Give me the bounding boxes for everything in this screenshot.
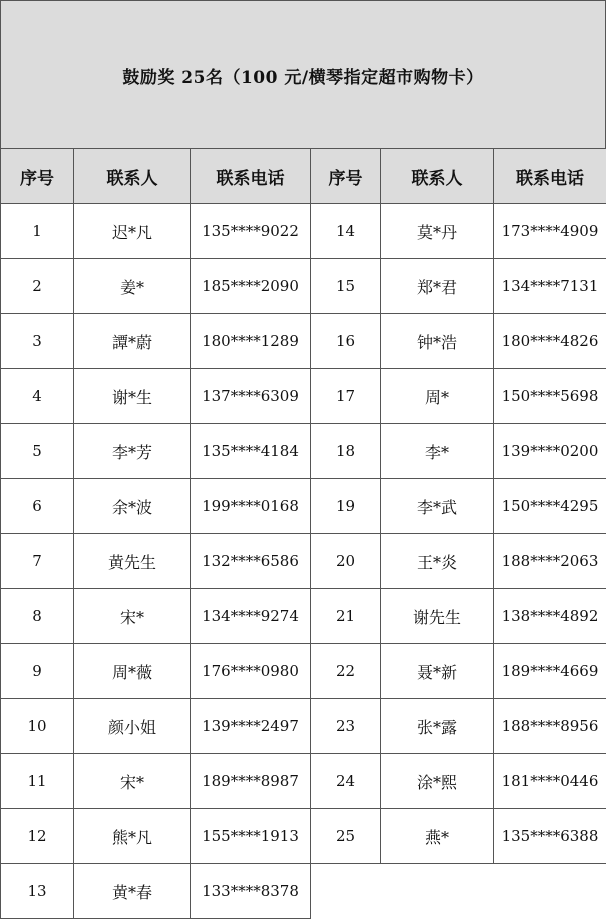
empty-cell [381, 864, 494, 919]
cell-number: 15 [311, 259, 381, 314]
table-row [1, 259, 606, 314]
cell-number: 8 [1, 589, 74, 644]
header-row [1, 149, 606, 204]
cell-contact-name: 李*芳 [74, 424, 191, 479]
empty-cell [311, 864, 381, 919]
cell-contact-name: 譚*蔚 [74, 314, 191, 369]
cell-contact-name: 燕* [381, 809, 494, 864]
cell-number: 6 [1, 479, 74, 534]
cell-number: 7 [1, 534, 74, 589]
cell-number: 11 [1, 754, 74, 809]
cell-number: 23 [311, 699, 381, 754]
cell-phone: 155****1913 [191, 809, 311, 864]
column-header-phone: 联系电话 [494, 149, 606, 204]
cell-phone: 176****0980 [191, 644, 311, 699]
cell-phone: 134****7131 [494, 259, 606, 314]
cell-phone: 138****4892 [494, 589, 606, 644]
cell-phone: 135****4184 [191, 424, 311, 479]
column-header-contact: 联系人 [381, 149, 494, 204]
cell-phone: 180****4826 [494, 314, 606, 369]
cell-phone: 135****6388 [494, 809, 606, 864]
cell-contact-name: 钟*浩 [381, 314, 494, 369]
table-row [1, 809, 606, 864]
table-row [1, 534, 606, 589]
cell-contact-name: 谢先生 [381, 589, 494, 644]
cell-number: 2 [1, 259, 74, 314]
cell-phone: 150****4295 [494, 479, 606, 534]
cell-number: 5 [1, 424, 74, 479]
cell-contact-name: 宋* [74, 754, 191, 809]
cell-contact-name: 李*武 [381, 479, 494, 534]
cell-contact-name: 周*薇 [74, 644, 191, 699]
table-row [1, 479, 606, 534]
table-row [1, 754, 606, 809]
empty-cell [494, 864, 606, 919]
cell-contact-name: 张*露 [381, 699, 494, 754]
cell-number: 10 [1, 699, 74, 754]
cell-contact-name: 涂*熙 [381, 754, 494, 809]
cell-number: 24 [311, 754, 381, 809]
table-row [1, 644, 606, 699]
cell-phone: 135****9022 [191, 204, 311, 259]
column-header-no: 序号 [1, 149, 74, 204]
cell-contact-name: 聂*新 [381, 644, 494, 699]
cell-phone: 189****4669 [494, 644, 606, 699]
cell-phone: 150****5698 [494, 369, 606, 424]
title-banner [0, 0, 606, 149]
cell-number: 17 [311, 369, 381, 424]
cell-phone: 180****1289 [191, 314, 311, 369]
cell-phone: 188****8956 [494, 699, 606, 754]
table-row [1, 369, 606, 424]
cell-contact-name: 谢*生 [74, 369, 191, 424]
cell-number: 3 [1, 314, 74, 369]
cell-number: 19 [311, 479, 381, 534]
cell-number: 16 [311, 314, 381, 369]
cell-phone: 181****0446 [494, 754, 606, 809]
cell-contact-name: 颜小姐 [74, 699, 191, 754]
cell-phone: 189****8987 [191, 754, 311, 809]
cell-contact-name: 莫*丹 [381, 204, 494, 259]
table-row [1, 864, 606, 919]
page-title: 鼓励奖 25名（100 元/横琴指定超市购物卡） [122, 63, 483, 88]
cell-phone: 173****4909 [494, 204, 606, 259]
cell-number: 1 [1, 204, 74, 259]
cell-number: 18 [311, 424, 381, 479]
column-header-phone: 联系电话 [191, 149, 311, 204]
column-header-no: 序号 [311, 149, 381, 204]
cell-phone: 139****2497 [191, 699, 311, 754]
cell-contact-name: 余*波 [74, 479, 191, 534]
cell-contact-name: 姜* [74, 259, 191, 314]
cell-number: 22 [311, 644, 381, 699]
cell-phone: 188****2063 [494, 534, 606, 589]
winners-table [0, 148, 606, 919]
cell-number: 13 [1, 864, 74, 919]
table-row [1, 424, 606, 479]
cell-phone: 185****2090 [191, 259, 311, 314]
cell-phone: 132****6586 [191, 534, 311, 589]
cell-number: 9 [1, 644, 74, 699]
table-row [1, 204, 606, 259]
cell-contact-name: 郑*君 [381, 259, 494, 314]
table-row [1, 699, 606, 754]
cell-number: 12 [1, 809, 74, 864]
cell-contact-name: 黄*春 [74, 864, 191, 919]
cell-phone: 134****9274 [191, 589, 311, 644]
cell-contact-name: 周* [381, 369, 494, 424]
cell-phone: 139****0200 [494, 424, 606, 479]
cell-contact-name: 迟*凡 [74, 204, 191, 259]
cell-number: 21 [311, 589, 381, 644]
cell-contact-name: 李* [381, 424, 494, 479]
cell-number: 20 [311, 534, 381, 589]
cell-contact-name: 熊*凡 [74, 809, 191, 864]
table-row [1, 314, 606, 369]
cell-phone: 133****8378 [191, 864, 311, 919]
cell-number: 4 [1, 369, 74, 424]
cell-contact-name: 黄先生 [74, 534, 191, 589]
cell-number: 14 [311, 204, 381, 259]
cell-phone: 137****6309 [191, 369, 311, 424]
cell-phone: 199****0168 [191, 479, 311, 534]
column-header-contact: 联系人 [74, 149, 191, 204]
cell-contact-name: 王*炎 [381, 534, 494, 589]
table-row [1, 589, 606, 644]
cell-number: 25 [311, 809, 381, 864]
cell-contact-name: 宋* [74, 589, 191, 644]
